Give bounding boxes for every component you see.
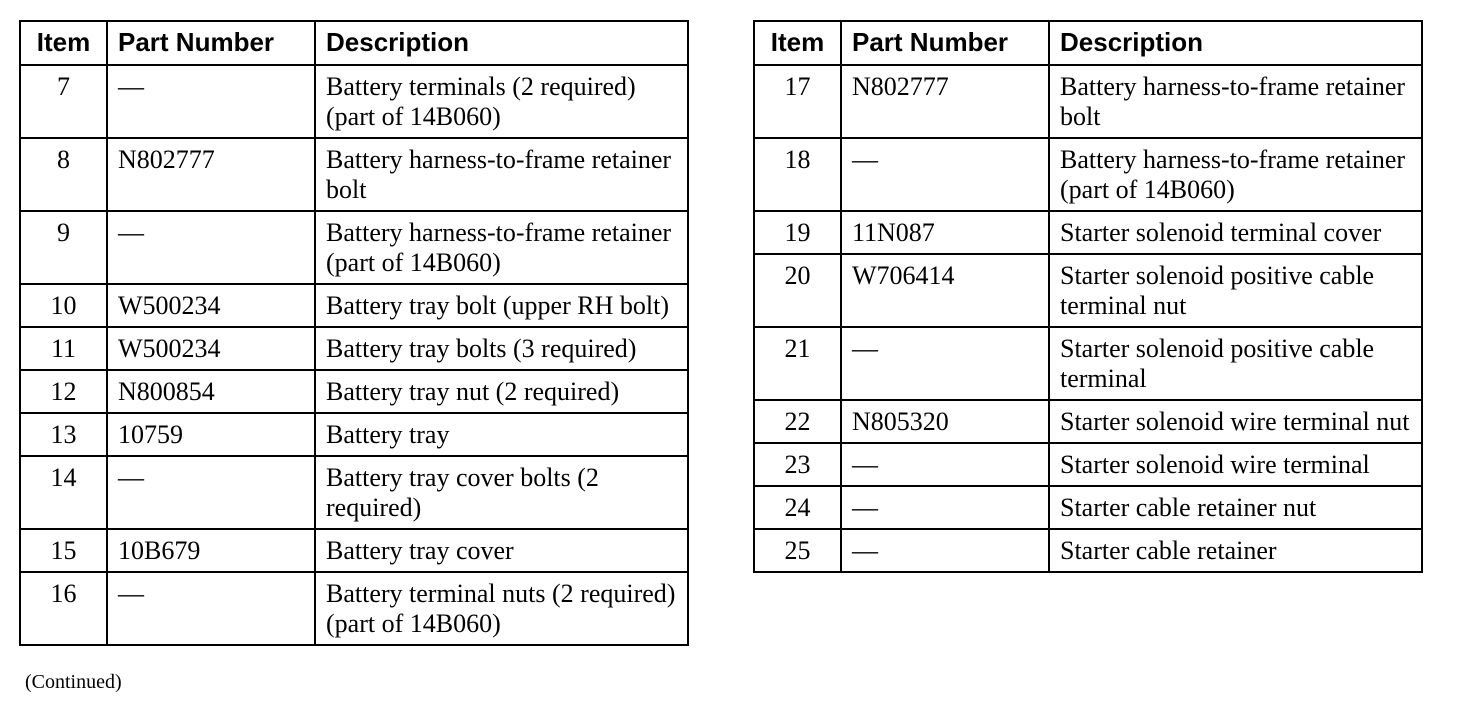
part-number-column-header: Part Number (841, 21, 1049, 65)
part-number-cell: — (841, 486, 1049, 529)
description-cell: Starter solenoid positive cable terminal nut (1049, 254, 1422, 327)
part-number-cell: N802777 (841, 65, 1049, 138)
table-row (20, 138, 688, 211)
item-cell: 18 (754, 138, 841, 211)
item-cell: 10 (20, 284, 107, 327)
description-cell: Battery harness-to-frame retainer bolt (315, 138, 688, 211)
table-row (20, 370, 688, 413)
table-row (754, 254, 1422, 327)
description-cell: Battery terminal nuts (2 required) (part of 14B060) (315, 572, 688, 645)
description-column-header: Description (315, 21, 688, 65)
description-cell: Starter solenoid wire terminal (1049, 443, 1422, 486)
item-cell: 21 (754, 327, 841, 400)
table-row (20, 572, 688, 645)
description-cell: Starter solenoid positive cable terminal (1049, 327, 1422, 400)
item-cell: 22 (754, 400, 841, 443)
item-column-header: Item (20, 21, 107, 65)
item-column-header: Item (754, 21, 841, 65)
table-row (754, 443, 1422, 486)
item-cell: 13 (20, 413, 107, 456)
part-number-cell: N802777 (107, 138, 315, 211)
item-cell: 23 (754, 443, 841, 486)
table-header-row (754, 21, 1422, 65)
part-number-cell: — (841, 443, 1049, 486)
table-header-row (20, 21, 688, 65)
table-row (754, 138, 1422, 211)
description-cell: Starter cable retainer nut (1049, 486, 1422, 529)
item-cell: 25 (754, 529, 841, 572)
part-number-cell: W500234 (107, 327, 315, 370)
table-row (20, 413, 688, 456)
part-number-cell: — (841, 529, 1049, 572)
description-cell: Battery harness-to-frame retainer (part of 14B060) (315, 211, 688, 284)
description-cell: Battery terminals (2 required) (part of 14B060) (315, 65, 688, 138)
item-cell: 12 (20, 370, 107, 413)
part-number-cell: — (107, 456, 315, 529)
description-cell: Starter solenoid wire terminal nut (1049, 400, 1422, 443)
description-cell: Battery tray (315, 413, 688, 456)
table-row (20, 456, 688, 529)
table-row (20, 65, 688, 138)
description-cell: Starter solenoid terminal cover (1049, 211, 1422, 254)
table-row (20, 327, 688, 370)
part-number-cell: W706414 (841, 254, 1049, 327)
table-row (20, 529, 688, 572)
part-number-cell: — (841, 138, 1049, 211)
item-cell: 16 (20, 572, 107, 645)
part-number-cell: — (107, 65, 315, 138)
continued-note: (Continued) (25, 671, 122, 693)
parts-table-right (753, 20, 1423, 573)
item-cell: 24 (754, 486, 841, 529)
description-cell: Battery tray bolt (upper RH bolt) (315, 284, 688, 327)
table-row (754, 486, 1422, 529)
description-cell: Battery tray cover bolts (2 required) (315, 456, 688, 529)
table-row (754, 400, 1422, 443)
part-number-column-header: Part Number (107, 21, 315, 65)
item-cell: 7 (20, 65, 107, 138)
item-cell: 9 (20, 211, 107, 284)
item-cell: 11 (20, 327, 107, 370)
part-number-cell: 10B679 (107, 529, 315, 572)
item-cell: 8 (20, 138, 107, 211)
part-number-cell: — (841, 327, 1049, 400)
description-cell: Battery tray cover (315, 529, 688, 572)
description-cell: Battery tray nut (2 required) (315, 370, 688, 413)
description-cell: Battery tray bolts (3 required) (315, 327, 688, 370)
item-cell: 17 (754, 65, 841, 138)
table-row (754, 327, 1422, 400)
description-column-header: Description (1049, 21, 1422, 65)
item-cell: 15 (20, 529, 107, 572)
table-row (754, 65, 1422, 138)
part-number-cell: W500234 (107, 284, 315, 327)
item-cell: 19 (754, 211, 841, 254)
part-number-cell: — (107, 572, 315, 645)
table-row (20, 211, 688, 284)
part-number-cell: — (107, 211, 315, 284)
part-number-cell: N800854 (107, 370, 315, 413)
item-cell: 14 (20, 456, 107, 529)
part-number-cell: 10759 (107, 413, 315, 456)
description-cell: Battery harness-to-frame retainer bolt (1049, 65, 1422, 138)
part-number-cell: 11N087 (841, 211, 1049, 254)
item-cell: 20 (754, 254, 841, 327)
table-row (754, 211, 1422, 254)
description-cell: Starter cable retainer (1049, 529, 1422, 572)
parts-table-left (19, 20, 689, 646)
part-number-cell: N805320 (841, 400, 1049, 443)
description-cell: Battery harness-to-frame retainer (part of 14B060) (1049, 138, 1422, 211)
table-row (754, 529, 1422, 572)
table-row (20, 284, 688, 327)
